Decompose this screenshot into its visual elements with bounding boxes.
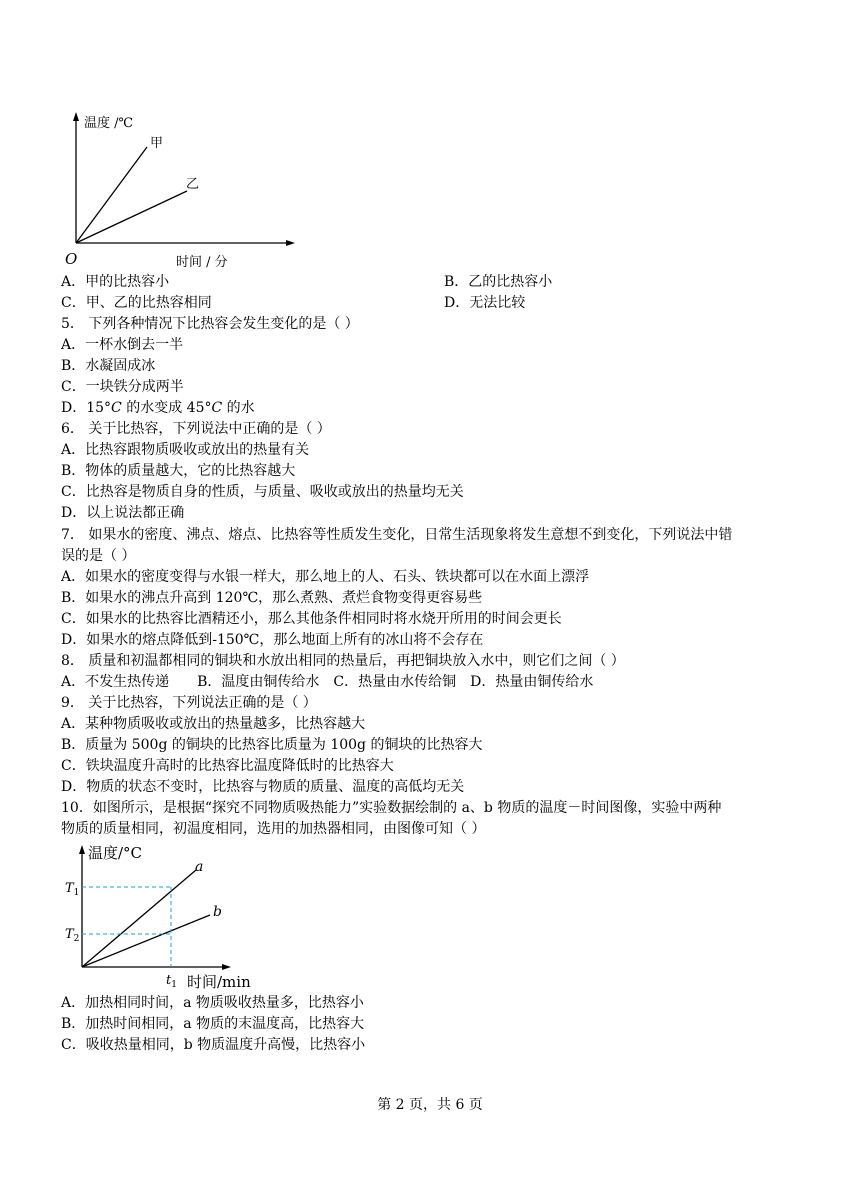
- q5-option-c[interactable]: C．一块铁分成两半: [61, 379, 184, 395]
- q8-stem: 8． 质量和初温都相同的铜块和水放出相同的热量后，再把铜块放入水中，则它们之间（ ）: [61, 653, 625, 669]
- figure-2-graph: [58, 840, 258, 992]
- q7-stem-line-1: 7． 如果水的密度、沸点、熔点、比热容等性质发生变化，日常生活现象将发生意想不到变化，下列说法中错: [61, 527, 733, 543]
- q4-row-2: [61, 293, 526, 314]
- q8-options: [61, 672, 593, 693]
- q8-option-d[interactable]: D．热量由铜传给水: [470, 674, 594, 690]
- q4-option-a[interactable]: A．甲的比热容小: [61, 274, 170, 290]
- q5-d-unit-2: °C: [204, 400, 223, 416]
- q6-stem: 6． 关于比热容，下列说法中正确的是（ ）: [61, 421, 331, 437]
- q7-option-c[interactable]: C．如果水的比热容比酒精还小，那么其他条件相同时将水烧开所用的时间会更长: [61, 611, 562, 627]
- q7-stem-line-2: 误的是（ ）: [61, 548, 136, 564]
- q10-option-b[interactable]: B．加热时间相同，a 物质的末温度高，比热容大: [61, 1016, 365, 1032]
- q5-option-a[interactable]: A．一杯水倒去一半: [61, 337, 184, 353]
- q8-option-c[interactable]: C．热量由水传给铜: [333, 674, 457, 690]
- q5-d-mid: 的水变成 45: [121, 400, 205, 416]
- q6-option-c[interactable]: C．比热容是物质自身的性质，与质量、吸收或放出的热量均无关: [61, 484, 464, 500]
- q5-option-b[interactable]: B．水凝固成冰: [61, 358, 156, 374]
- fig2-tick-time-main: t: [166, 973, 172, 988]
- fig1-label-yi: 乙: [186, 177, 200, 192]
- q6-option-a[interactable]: A．比热容跟物质吸收或放出的热量有关: [61, 442, 310, 458]
- fig2-tick-time: [166, 973, 177, 990]
- q9-option-c[interactable]: C．铁块温度升高时的比热容比温度降低时的比热容大: [61, 758, 394, 774]
- q5-d-post: 的水: [222, 400, 255, 416]
- q9-option-a[interactable]: A．某种物质吸收或放出的热量越多，比热容越大: [61, 716, 366, 732]
- q7-option-a[interactable]: A．如果水的密度变得与水银一样大，那么地上的人、石头、铁块都可以在水面上漂浮: [61, 569, 590, 585]
- q9-option-d[interactable]: D．物质的状态不变时，比热容与物质的质量、温度的高低均无关: [61, 779, 465, 795]
- fig2-tick-t2-sub: 2: [73, 934, 80, 944]
- fig2-label-b: b: [213, 904, 222, 920]
- fig2-tick-t1: [65, 881, 79, 898]
- fig2-tick-t1-sub: 1: [73, 888, 80, 898]
- q5-stem: 5． 下列各种情况下比热容会发生变化的是（ ）: [61, 316, 359, 332]
- fig2-tick-t2: [65, 927, 79, 944]
- page-footer: 第 2 页，共 6 页: [377, 1097, 483, 1113]
- fig2-tick-time-sub: 1: [171, 980, 177, 990]
- fig2-x-label: 时间/min: [187, 973, 251, 991]
- fig2-tick-t2-main: T: [65, 927, 74, 942]
- q10-stem-line-1: 10．如图所示，是根据“探究不同物质吸热能力”实验数据绘制的 a、b 物质的温度－时间图像，实验中两种: [61, 800, 722, 816]
- fig1-y-label: 温度 /℃: [84, 116, 134, 131]
- q5-d-unit-1: °C: [104, 400, 122, 416]
- fig2-y-arrow: [79, 845, 85, 854]
- q6-option-d[interactable]: D．以上说法都正确: [61, 505, 185, 521]
- q5-option-d[interactable]: [61, 398, 255, 419]
- q6-option-b[interactable]: B．物体的质量越大，它的比热容越大: [61, 463, 296, 479]
- fig1-x-arrow: [286, 240, 295, 246]
- fig2-tick-t1-main: T: [65, 881, 74, 896]
- q8-option-a[interactable]: A．不发生热传递: [61, 674, 170, 690]
- fig1-label-jia: 甲: [150, 136, 164, 151]
- fig1-x-label: 时间 / 分: [176, 255, 228, 270]
- q4-option-c[interactable]: C．甲、乙的比热容相同: [61, 295, 212, 311]
- q7-option-d[interactable]: D．如果水的熔点降低到-150℃，那么地面上所有的冰山将不会存在: [61, 632, 484, 648]
- q5-d-pre: D．15: [61, 400, 105, 416]
- fig1-y-arrow: [73, 112, 79, 121]
- fig2-line-a: [82, 870, 196, 967]
- q10-option-c[interactable]: C．吸收热量相同，b 物质温度升高慢，比热容小: [61, 1037, 366, 1053]
- fig2-label-a: a: [195, 859, 204, 875]
- fig1-line-yi: [76, 191, 187, 243]
- fig1-origin: O: [65, 250, 78, 268]
- q4-option-d[interactable]: D．无法比较: [444, 295, 526, 311]
- figure-1-graph: [55, 110, 315, 270]
- q4-option-b[interactable]: B．乙的比热容小: [444, 274, 553, 290]
- q10-stem-line-2: 物质的质量相同，初温度相同，选用的加热器相同，由图像可知（ ）: [61, 821, 486, 837]
- fig1-line-jia: [76, 147, 147, 243]
- fig2-line-b: [82, 915, 210, 967]
- q7-option-b[interactable]: B．如果水的沸点升高到 120℃，那么煮熟、煮烂食物变得更容易些: [61, 590, 483, 606]
- q9-option-b[interactable]: B．质量为 500g 的铜块的比热容比质量为 100g 的铜块的比热容大: [61, 737, 483, 753]
- q9-stem: 9． 关于比热容，下列说法正确的是（ ）: [61, 695, 317, 711]
- q4-row-1: [61, 272, 553, 293]
- q10-option-a[interactable]: A．加热相同时间，a 物质吸收热量多，比热容小: [61, 995, 364, 1011]
- fig2-x-arrow: [222, 964, 231, 970]
- q8-option-b[interactable]: B．温度由铜传给水: [197, 674, 320, 690]
- fig2-y-label: 温度/°C: [88, 844, 143, 862]
